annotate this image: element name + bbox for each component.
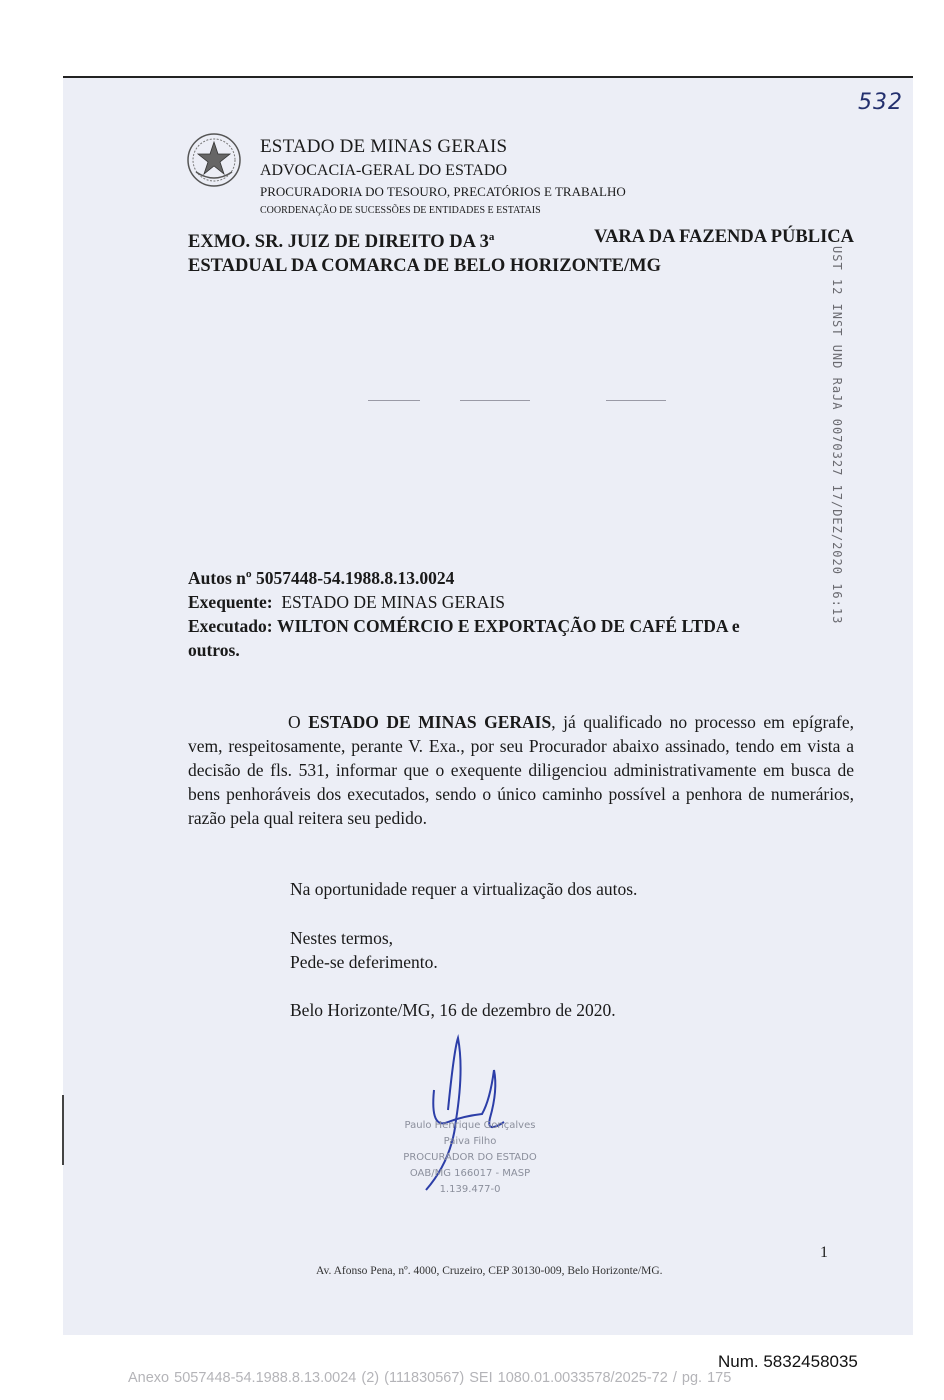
addressee-court: VARA DA FAZENDA PÚBLICA <box>594 227 854 247</box>
header-state: ESTADO DE MINAS GERAIS <box>260 136 508 157</box>
case-executado: Executado: WILTON COMÉRCIO E EXPORTAÇÃO DE CAFÉ LTDA e <box>188 616 740 636</box>
coat-of-arms-icon <box>186 132 242 188</box>
paragraph-virtualization: Na oportunidade requer a virtualização dos autos. <box>290 879 638 899</box>
petition-body <box>188 710 854 830</box>
document-number: Num. 5832458035 <box>718 1352 858 1371</box>
signer-name: Paulo Henrique Gonçalves Paiva Filho <box>404 1120 536 1147</box>
faint-mark <box>606 400 666 401</box>
signer-id: OAB/MG 166017 - MASP 1.139.477-0 <box>409 1168 531 1195</box>
signer-role: PROCURADOR DO ESTADO <box>403 1152 537 1163</box>
place-date: Belo Horizonte/MG, 16 de dezembro de 2020. <box>290 1000 616 1020</box>
case-autos: Autos nº 5057448-54.1988.8.13.0024 <box>188 568 455 588</box>
scan-edge-mark <box>62 1095 64 1165</box>
case-exequente: Exequente: ESTADO DE MINAS GERAIS <box>188 592 505 612</box>
closing-request: Pede-se deferimento. <box>290 952 438 972</box>
handwritten-page-number: 532 <box>858 90 903 115</box>
addressee-line-1 <box>188 225 854 254</box>
header-procuradoria: PROCURADORIA DO TESOURO, PRECATÓRIOS E TRABALHO <box>260 184 626 199</box>
paragraph-main: O ESTADO DE MINAS GERAIS, já qualificado no processo em epígrafe, vem, respeitosamente, perante V. Exa., por seu Procurador abaixo assinado, tendo em vista a decisão de fls. 531, informar que o exequente diligenciou administrativamente em busca de bens penhoráveis dos executados, sendo o único caminho possível a penhora de numerários, razão pela qual reitera seu pedido. <box>188 712 855 828</box>
addressee-block <box>188 225 854 278</box>
annex-reference: Anexo 5057448-54.1988.8.13.0024 (2) (111830567) SEI 1080.01.0033578/2025-72 / pg. 175 <box>128 1370 732 1386</box>
header-agency: ADVOCACIA-GERAL DO ESTADO <box>260 162 507 179</box>
faint-mark <box>368 400 420 401</box>
case-executado-cont: outros. <box>188 640 240 660</box>
footer-address: Av. Afonso Pena, nº. 4000, Cruzeiro, CEP 30130-009, Belo Horizonte/MG. <box>316 1265 663 1277</box>
signature-stamp <box>390 1118 550 1198</box>
page-number: 1 <box>820 1244 828 1261</box>
protocol-stamp: UST 12 INST UND RaJA 0070327 17/DEZ/2020 16:13 <box>830 246 844 625</box>
faint-mark <box>460 400 530 401</box>
header-coordenacao: COORDENAÇÃO DE SUCESSÕES DE ENTIDADES E ESTATAIS <box>260 205 541 216</box>
closing-terms: Nestes termos, <box>290 928 394 948</box>
addressee-line-2: ESTADUAL DA COMARCA DE BELO HORIZONTE/MG <box>188 256 662 277</box>
addressee-salutation: EXMO. SR. JUIZ DE DIREITO DA 3$^a$ <box>188 231 495 253</box>
case-info <box>188 566 854 662</box>
